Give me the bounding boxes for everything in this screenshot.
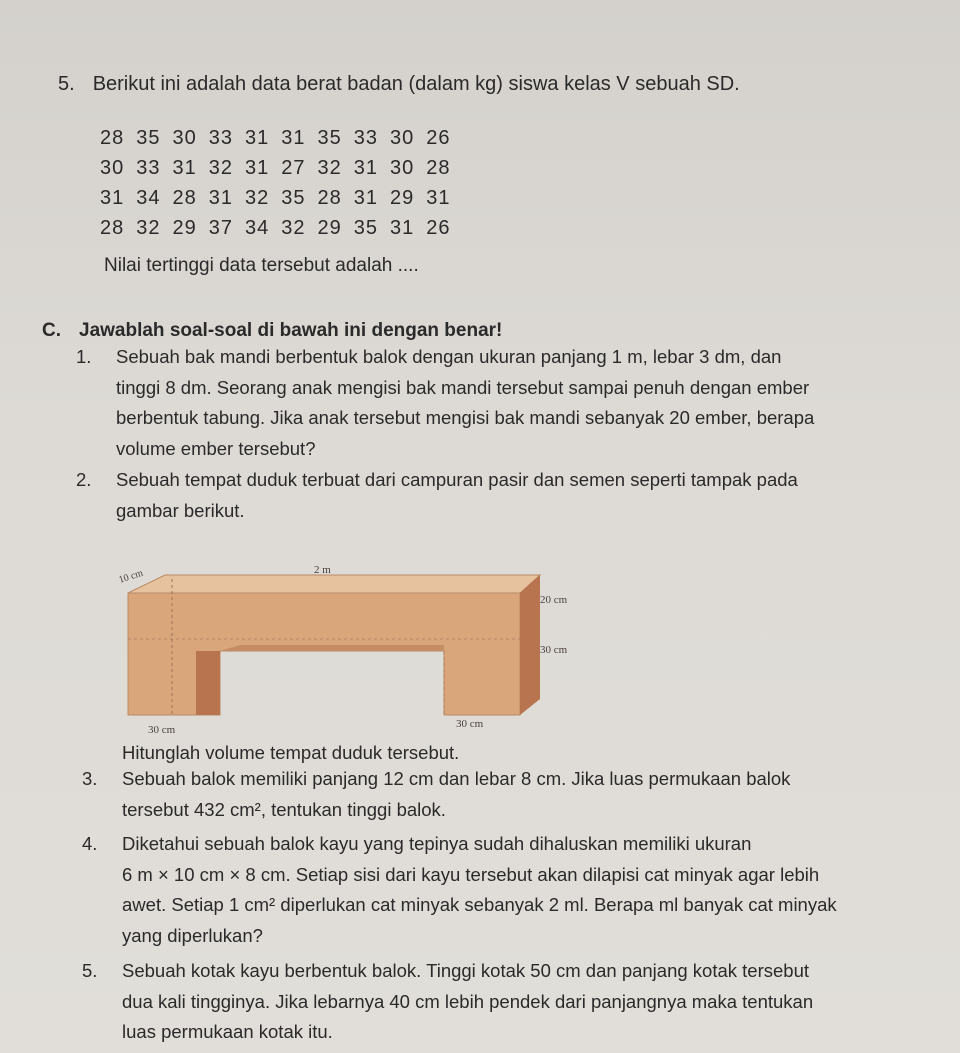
question-text: Berikut ini adalah data berat badan (dalam kg) siswa kelas V sebuah SD. <box>92 73 740 95</box>
data-value: 28 <box>172 187 197 209</box>
data-value: 35 <box>317 127 342 149</box>
data-value: 32 <box>245 187 270 209</box>
data-value: 31 <box>245 157 270 179</box>
question-body <box>122 956 813 1048</box>
question-line: Sebuah kotak kayu berbentuk balok. Tinggi kotak 50 cm dan panjang kotak tersebut <box>122 960 810 981</box>
data-value: 33 <box>208 127 233 149</box>
data-value: 33 <box>353 127 378 149</box>
question-number: 5. <box>58 73 75 95</box>
bench-top-face <box>128 575 540 593</box>
question-number: 4. <box>82 833 98 854</box>
bench-figure <box>110 555 610 745</box>
data-value: 37 <box>208 217 233 239</box>
data-value: 31 <box>353 157 378 179</box>
data-value: 30 <box>172 127 197 149</box>
data-value: 31 <box>281 127 306 149</box>
question-line: Sebuah tempat duduk terbuat dari campuran pasir dan semen seperti tampak pada <box>116 469 798 490</box>
data-value: 35 <box>353 217 378 239</box>
question-line: volume ember tersebut? <box>116 437 316 459</box>
question-5-header <box>58 73 740 96</box>
weight-data-table <box>100 123 463 243</box>
question-number: 3. <box>82 768 98 789</box>
data-value: 27 <box>281 157 306 179</box>
data-value: 32 <box>281 217 306 239</box>
data-value: 35 <box>281 187 306 209</box>
section-c-heading <box>42 320 502 342</box>
data-value: 26 <box>426 217 451 239</box>
data-value: 35 <box>136 127 161 149</box>
data-value: 33 <box>136 157 161 179</box>
data-value: 30 <box>390 157 415 179</box>
data-value: 28 <box>100 127 125 149</box>
question-line: Diketahui sebuah balok kayu yang tepinya sudah dihaluskan memiliki ukuran <box>122 833 752 854</box>
section-title: Jawablah soal-soal di bawah ini dengan benar! <box>79 320 503 341</box>
bench-front-face <box>128 593 520 715</box>
label-top-thickness: 10 cm <box>117 567 145 586</box>
data-value: 31 <box>353 187 378 209</box>
question-number: 1. <box>76 346 92 367</box>
data-value: 29 <box>172 217 197 239</box>
question-line: 6 m × 10 cm × 8 cm. Setiap sisi dari kayu tersebut akan dilapisi cat minyak agar lebih <box>122 863 820 885</box>
question-body <box>122 829 837 951</box>
leg-inner-shadow <box>196 651 220 715</box>
question-body <box>116 342 814 464</box>
question-number: 2. <box>76 469 92 490</box>
data-value: 31 <box>390 217 415 239</box>
data-value: 32 <box>136 217 161 239</box>
question-line: Sebuah bak mandi berbentuk balok dengan ukuran panjang 1 m, lebar 3 dm, dan <box>116 346 782 367</box>
data-value: 26 <box>426 127 451 149</box>
label-depth: 20 cm <box>540 594 568 606</box>
question-5-prompt: Nilai tertinggi data tersebut adalah .... <box>104 255 419 276</box>
question-line: Sebuah balok memiliki panjang 12 cm dan lebar 8 cm. Jika luas permukaan balok <box>122 768 791 789</box>
data-value: 31 <box>426 187 451 209</box>
data-value: 31 <box>172 157 197 179</box>
bench-side-face <box>520 575 540 715</box>
question-line: tinggi 8 dm. Seorang anak mengisi bak mandi tersebut sampai penuh dengan ember <box>116 376 810 398</box>
data-value: 31 <box>208 187 233 209</box>
question-line: tersebut 432 cm², tentukan tinggi balok. <box>122 798 446 820</box>
label-left-leg-width: 30 cm <box>148 724 176 736</box>
bench-underside-shadow <box>220 645 444 651</box>
question-body <box>122 764 790 825</box>
data-row <box>100 213 463 243</box>
data-value: 30 <box>100 157 125 179</box>
question-line: yang diperlukan? <box>122 924 263 946</box>
data-value: 28 <box>100 217 125 239</box>
data-value: 30 <box>390 127 415 149</box>
question-line: berbentuk tabung. Jika anak tersebut mengisi bak mandi sebanyak 20 ember, berapa <box>116 407 815 428</box>
data-value: 29 <box>317 217 342 239</box>
question-2-instruction: Hitunglah volume tempat duduk tersebut. <box>122 742 460 763</box>
question-line: awet. Setiap 1 cm² diperlukan cat minyak sebanyak 2 ml. Berapa ml banyak cat minyak <box>122 894 837 915</box>
question-body <box>116 465 798 526</box>
data-value: 32 <box>317 157 342 179</box>
question-line: gambar berikut. <box>116 499 245 521</box>
section-letter: C. <box>42 320 61 341</box>
data-value: 34 <box>245 217 270 239</box>
data-row <box>100 123 463 153</box>
data-value: 31 <box>245 127 270 149</box>
data-value: 28 <box>317 187 342 209</box>
data-row <box>100 153 463 183</box>
data-row <box>100 183 463 213</box>
data-value: 31 <box>100 187 125 209</box>
label-length: 2 m <box>314 564 331 576</box>
data-value: 32 <box>208 157 233 179</box>
data-value: 28 <box>426 157 451 179</box>
label-leg-height: 30 cm <box>540 644 568 656</box>
data-value: 29 <box>390 187 415 209</box>
bench-illustration <box>110 555 610 745</box>
label-right-leg-width: 30 cm <box>456 718 484 730</box>
question-number: 5. <box>82 960 98 981</box>
question-line: luas permukaan kotak itu. <box>122 1021 333 1042</box>
question-line: dua kali tingginya. Jika lebarnya 40 cm lebih pendek dari panjangnya maka tentukan <box>122 990 814 1012</box>
data-value: 34 <box>136 187 161 209</box>
